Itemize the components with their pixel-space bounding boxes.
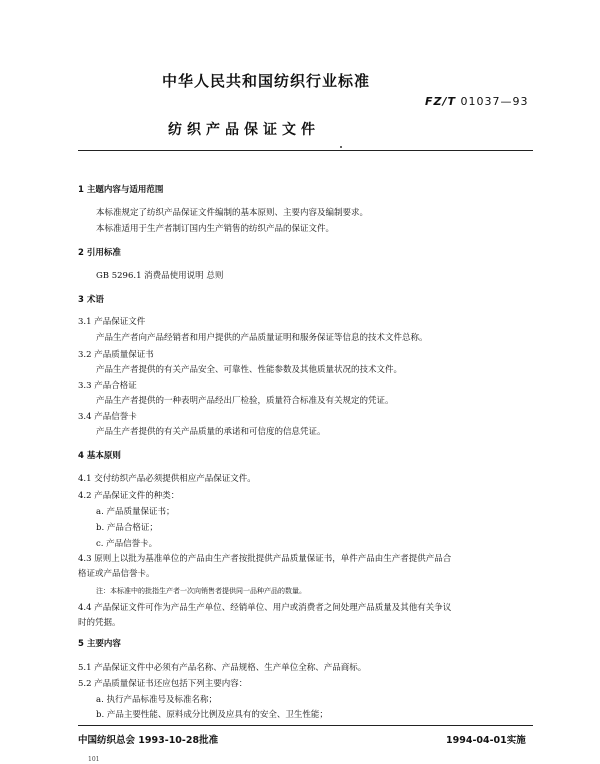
issuing-organization: 中华人民共和国纺织行业标准 <box>162 72 371 90</box>
term-3-1-label: 3.1 产品保证文件 <box>78 317 146 327</box>
list-item-a: a. 产品质量保证书； <box>96 507 175 517</box>
referenced-standard: GB 5296.1 消费品使用说明 总则 <box>96 271 224 281</box>
section-1-paragraph-1: 本标准规定了纺织产品保证文件编制的基本原则、主要内容及编制要求。 <box>96 208 369 218</box>
section-4-heading: 4 基本原则 <box>78 451 121 461</box>
document-title: 纺织产品保证文件 <box>168 122 320 138</box>
clause-4-4-line-1: 4.4 产品保证文件可作为产品生产单位、经销单位、用户或消费者之间处理产品质量及其他有关争议 <box>78 603 452 613</box>
clause-4-4-line-2: 时的凭据。 <box>78 618 121 628</box>
page-number: 101 <box>88 756 100 763</box>
approval-line: 中国纺织总会 1993-10-28批准 <box>78 735 219 746</box>
implementation-line: 1994-04-01实施 <box>446 735 526 746</box>
section-3-heading: 3 术语 <box>78 295 104 305</box>
section-2-heading: 2 引用标准 <box>78 248 121 258</box>
scan-speck <box>340 146 342 148</box>
footer-rule <box>78 725 533 726</box>
header-rule <box>78 150 533 151</box>
section-1-heading: 1 主题内容与适用范围 <box>78 185 164 195</box>
standard-number <box>425 95 529 108</box>
clause-4-3-note: 注：本标准中的批指生产者一次向销售者提供同一品种产品的数量。 <box>96 587 306 595</box>
term-3-4-definition: 产品生产者提供的有关产品质量的承诺和可信度的信息凭证。 <box>96 427 326 437</box>
standard-code: FZ/T <box>425 95 457 108</box>
term-3-4-label: 3.4 产品信誉卡 <box>78 412 137 422</box>
clause-5-2-item-b: b. 产品主要性能、原料成分比例及应具有的安全、卫生性能； <box>96 710 328 720</box>
term-3-2-label: 3.2 产品质量保证书 <box>78 350 154 360</box>
list-item-b: b. 产品合格证； <box>96 523 158 533</box>
clause-5-1: 5.1 产品保证文件中必须有产品名称、产品规格、生产单位全称、产品商标。 <box>78 663 367 673</box>
clause-4-3-line-2: 格证或产品信誉卡。 <box>78 569 155 579</box>
clause-5-2-item-a: a. 执行产品标准号及标准名称； <box>96 695 217 705</box>
term-3-1-definition: 产品生产者向产品经销者和用户提供的产品质量证明和服务保证等信息的技术文件总称。 <box>96 333 428 343</box>
standard-id: 01037—93 <box>460 95 529 108</box>
clause-4-2: 4.2 产品保证文件的种类： <box>78 491 180 501</box>
term-3-3-definition: 产品生产者提供的一种表明产品经出厂检验，质量符合标准及有关规定的凭证。 <box>96 396 394 406</box>
clause-4-1: 4.1 交付纺织产品必须提供相应产品保证文件。 <box>78 474 256 484</box>
clause-5-2: 5.2 产品质量保证书还应包括下列主要内容： <box>78 679 248 689</box>
clause-4-3-line-1: 4.3 原则上以批为基准单位的产品由生产者按批提供产品质量保证书，单件产品由生产者提供产品合 <box>78 554 452 564</box>
section-5-heading: 5 主要内容 <box>78 639 121 649</box>
section-1-paragraph-2: 本标准适用于生产者制订国内生产销售的纺织产品的保证文件。 <box>96 224 335 234</box>
term-3-3-label: 3.3 产品合格证 <box>78 381 137 391</box>
list-item-c: c. 产品信誉卡。 <box>96 539 158 549</box>
term-3-2-definition: 产品生产者提供的有关产品安全、可靠性、性能参数及其他质量状况的技术文件。 <box>96 365 403 375</box>
